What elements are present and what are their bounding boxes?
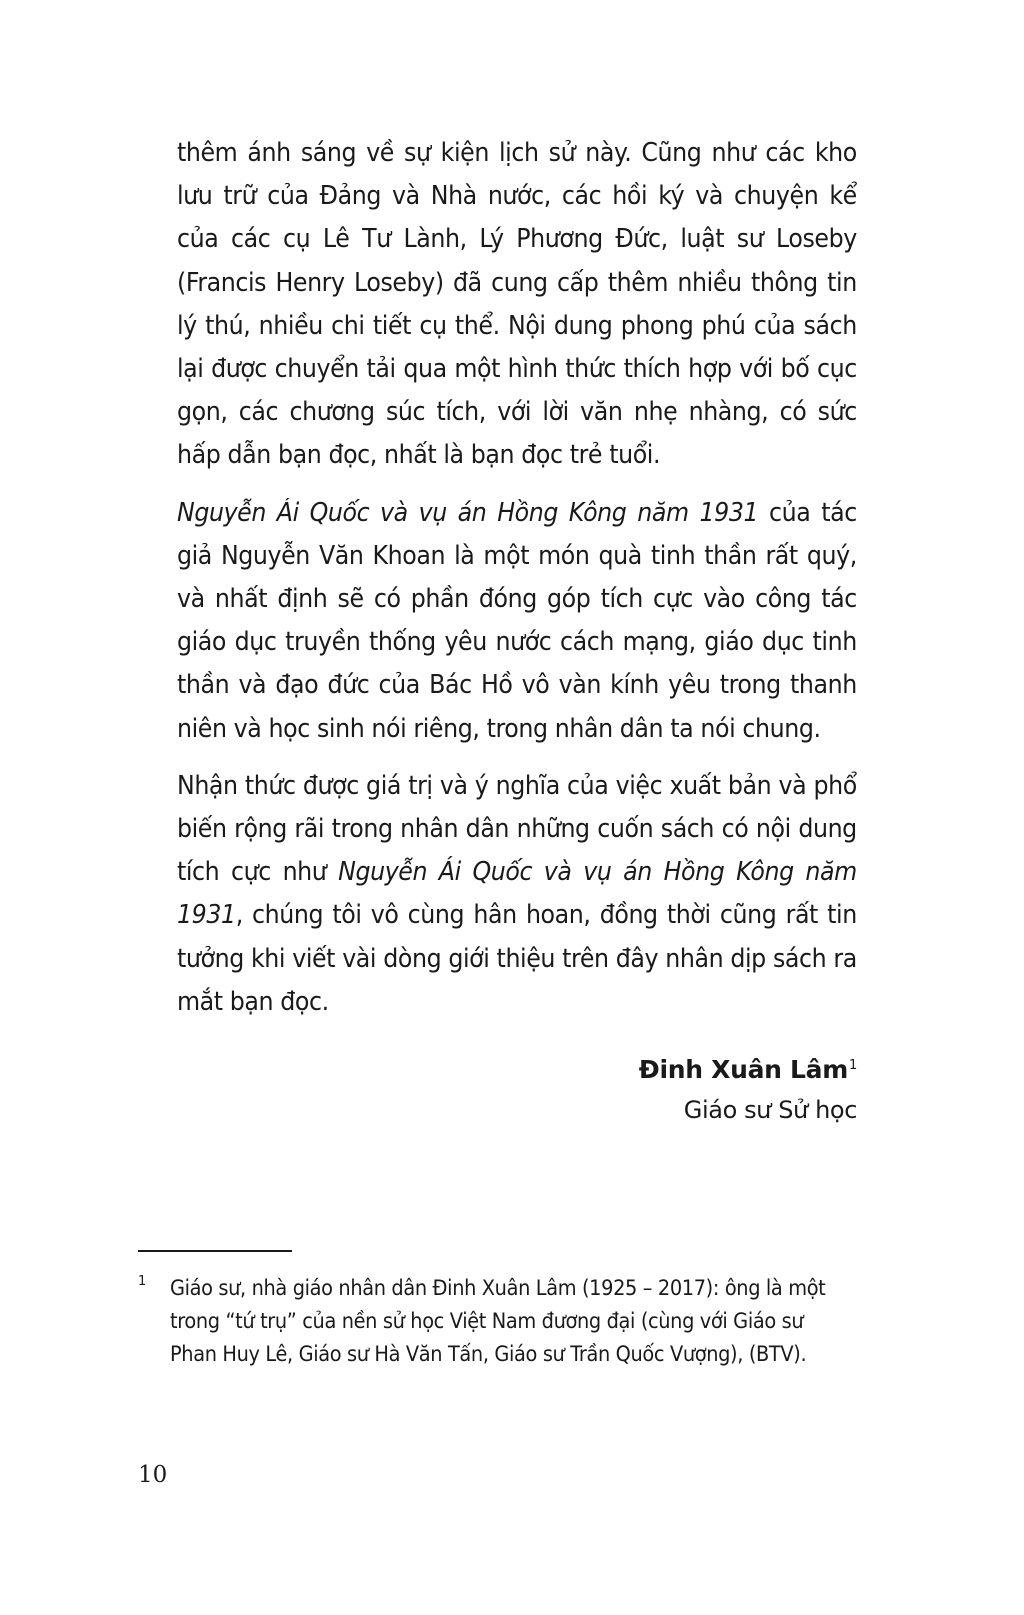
body-text [177,132,857,1038]
paragraph-2 [177,492,857,751]
footnote-marker: 1 [138,1274,147,1289]
book-title-italic: Nguyễn Ái Quốc và vụ án Hồng Kông năm 1931 [177,857,857,931]
signature-block [639,1050,857,1130]
footnote-reference[interactable]: 1 [849,1058,857,1073]
paragraph-3-text-a: Nhận thức được giá trị và ý nghĩa của việc xuất bản và phổ biến rộng rãi trong nhân dân những cuốn sách có nội dung tích cực như [177,770,857,888]
paragraph-1 [177,132,857,478]
footnote-text: Giáo sư, nhà giáo nhân dân Đinh Xuân Lâm (1925 – 2017): ông là một trong “tứ trụ” của nền sử học Việt Nam đương đại (cùng với Giáo sư Phan Huy Lê, Giáo sư Hà Văn Tấn, Giáo sư Trần Quốc Vượng), (BTV). [170,1276,826,1367]
paragraph-3 [177,765,857,1024]
footnote-divider [138,1250,292,1252]
paragraph-1-text: thêm ánh sáng về sự kiện lịch sử này. Cũng như các kho lưu trữ của Đảng và Nhà nước, các hồi ký và chuyện kể của các cụ Lê Tư Lành, Lý Phương Đức, luật sư Loseby (Francis Henry Loseby) đã cung cấp thêm nhiều thông tin lý thú, nhiều chi tiết cụ thể. Nội dung phong phú của sách lại được chuyển tải qua một hình thức thích hợp với bố cục gọn, các chương súc tích, với lời văn nhẹ nhàng, có sức hấp dẫn bạn đọc, nhất là bạn đọc trẻ tuổi. [177,138,857,471]
paragraph-3-text-b: , chúng tôi vô cùng hân hoan, đồng thời cũng rất tin tưởng khi viết vài dòng giới thiệu trên đây nhân dịp sách ra mắt bạn đọc. [177,900,857,1017]
page-number: 10 [138,1462,168,1488]
paragraph-2-text: của tác giả Nguyễn Văn Khoan là một món quà tinh thần rất quý, và nhất định sẽ có phần đóng góp tích cực vào công tác giáo dục truyền thống yêu nước cách mạng, giáo dục tinh thần và đạo đức của Bác Hồ vô vàn kính yêu trong thanh niên và học sinh nói riêng, trong nhân dân ta nói chung. [177,497,857,744]
author-name-text: Đinh Xuân Lâm [638,1055,849,1084]
author-title: Giáo sư Sử học [683,1096,857,1124]
book-title-italic: Nguyễn Ái Quốc và vụ án Hồng Kông năm 1931 [177,497,759,528]
author-name [639,1050,857,1090]
